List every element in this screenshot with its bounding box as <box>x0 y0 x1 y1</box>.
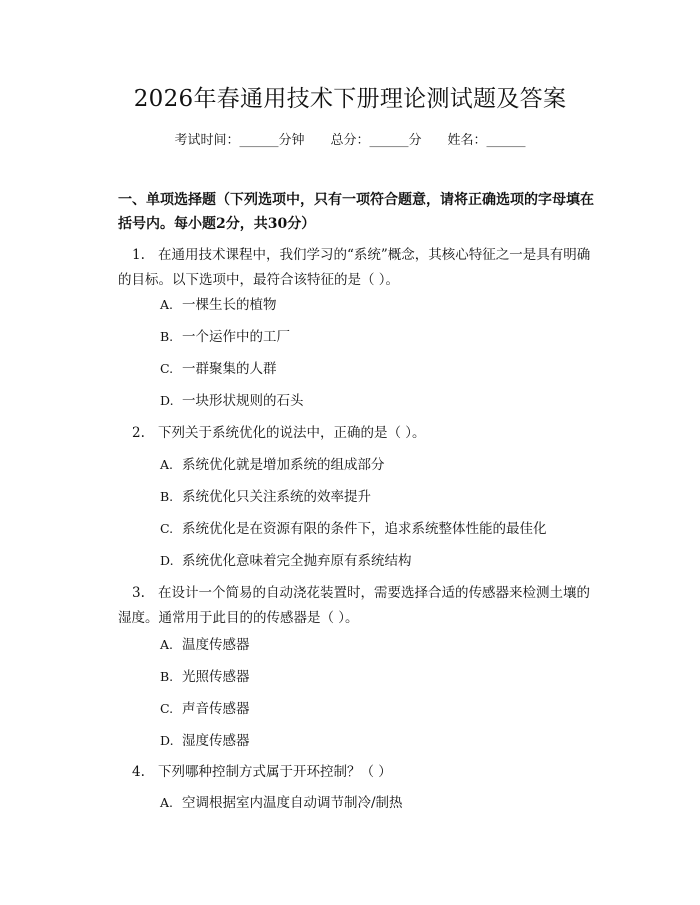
option-letter: A. <box>160 297 174 312</box>
q3-option-a <box>160 634 600 656</box>
option-letter: D. <box>160 553 174 568</box>
option-letter: A. <box>160 637 174 652</box>
option-text: 系统优化只关注系统的效率提升 <box>182 489 371 505</box>
time-blank: ______ <box>239 133 279 148</box>
score-unit: 分 <box>408 133 422 148</box>
option-text: 温度传感器 <box>182 637 250 653</box>
question-4 <box>118 760 600 785</box>
q4-option-a <box>160 792 600 814</box>
time-label: 考试时间： <box>174 133 240 148</box>
q2-option-c <box>160 518 600 540</box>
question-number: 3. <box>132 585 145 601</box>
option-text: 声音传感器 <box>182 701 250 717</box>
option-letter: A. <box>160 457 174 472</box>
q2-option-d <box>160 550 600 572</box>
option-text: 一个运作中的工厂 <box>182 329 290 345</box>
option-text: 湿度传感器 <box>182 733 250 749</box>
q1-option-d <box>160 390 600 412</box>
time-unit: 分钟 <box>278 133 305 148</box>
question-text: 下列关于系统优化的说法中，正确的是（ ）。 <box>158 425 426 441</box>
option-text: 一棵生长的植物 <box>182 297 277 313</box>
question-text: 在设计一个简易的自动浇花装置时，需要选择合适的传感器来检测土壤的湿度。通常用于此目的的传感器是（ ）。 <box>118 585 590 626</box>
option-text: 光照传感器 <box>182 669 250 685</box>
question-number: 1. <box>132 247 145 263</box>
option-letter: C. <box>160 361 174 376</box>
q3-option-c <box>160 698 600 720</box>
option-text: 一块形状规则的石头 <box>182 393 304 409</box>
q1-option-a <box>160 294 600 316</box>
question-number: 2. <box>132 425 145 441</box>
option-text: 系统优化意味着完全抛弃原有系统结构 <box>182 553 412 569</box>
question-text: 在通用技术课程中，我们学习的“系统”概念，其核心特征之一是具有明确的目标。以下选项中，最符合该特征的是（ ）。 <box>118 247 591 288</box>
option-letter: B. <box>160 669 174 684</box>
option-text: 系统优化是在资源有限的条件下，追求系统整体性能的最佳化 <box>182 521 547 537</box>
question-3 <box>118 581 600 631</box>
option-text: 系统优化就是增加系统的组成部分 <box>182 457 385 473</box>
q2-option-b <box>160 486 600 508</box>
page-title: 2026年春通用技术下册理论测试题及答案 <box>133 86 567 112</box>
exam-meta <box>0 131 700 151</box>
name-label: 姓名： <box>447 133 487 148</box>
option-letter: C. <box>160 521 174 536</box>
question-number: 4. <box>132 764 145 780</box>
q3-option-d <box>160 730 600 752</box>
q1-option-c <box>160 358 600 380</box>
option-letter: A. <box>160 795 174 810</box>
q1-option-b <box>160 326 600 348</box>
option-letter: D. <box>160 393 174 408</box>
score-blank: ______ <box>369 133 409 148</box>
option-letter: C. <box>160 701 174 716</box>
option-letter: B. <box>160 329 174 344</box>
score-label: 总分： <box>330 133 370 148</box>
option-text: 一群聚集的人群 <box>182 361 277 377</box>
question-1 <box>118 243 600 293</box>
question-text: 下列哪种控制方式属于开环控制？（ ） <box>158 764 392 780</box>
option-text: 空调根据室内温度自动调节制冷/制热 <box>182 795 403 811</box>
question-2 <box>118 421 600 446</box>
name-blank: ______ <box>486 133 526 148</box>
option-letter: D. <box>160 733 174 748</box>
section-heading: 一、单项选择题（下列选项中，只有一项符合题意，请将正确选项的字母填在括号内。每小题2分，共30分） <box>118 192 594 232</box>
q2-option-a <box>160 454 600 476</box>
q3-option-b <box>160 666 600 688</box>
option-letter: B. <box>160 489 174 504</box>
